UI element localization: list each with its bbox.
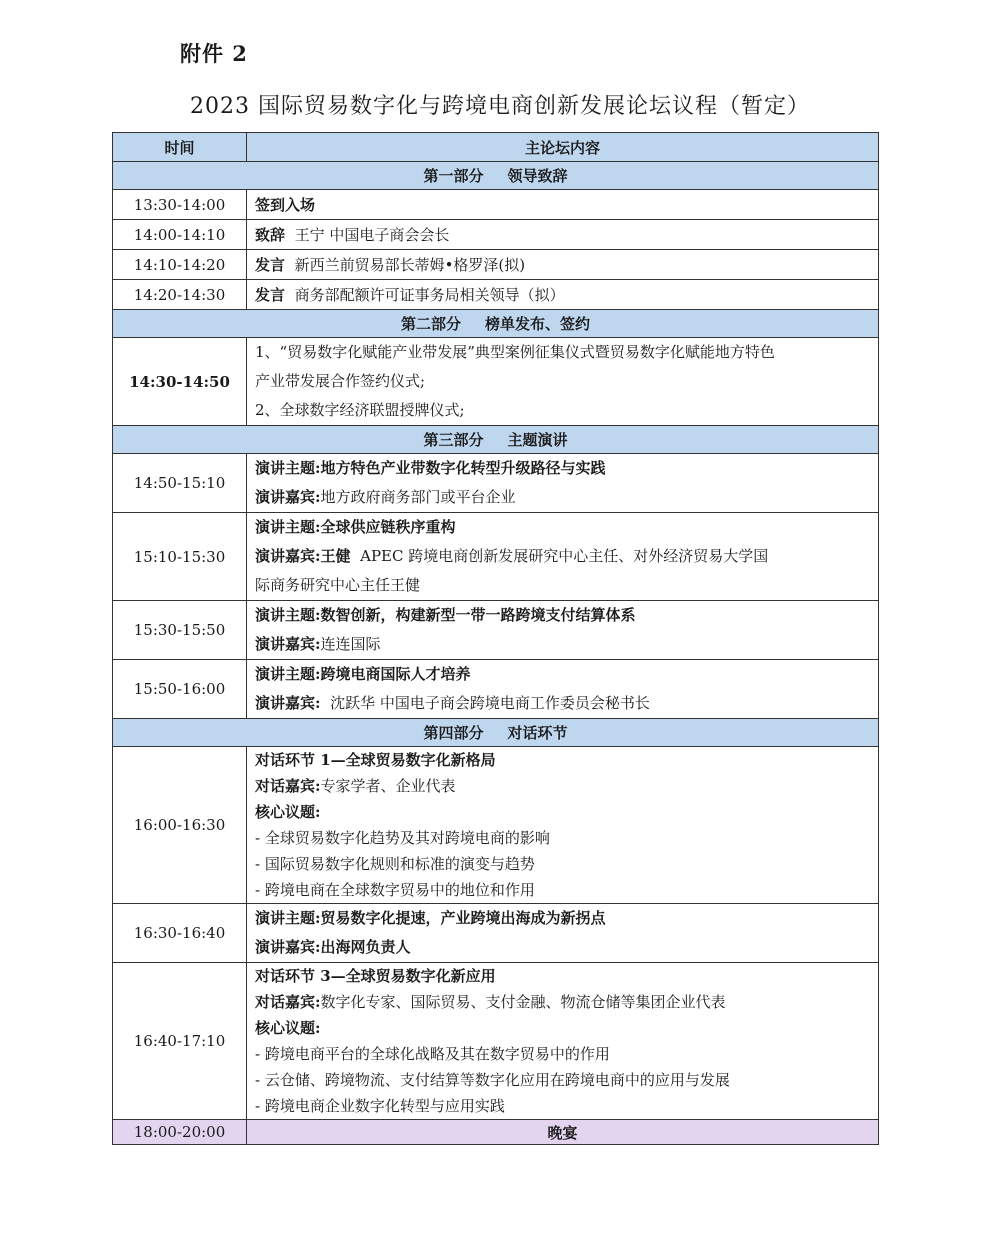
- table-row: [113, 963, 879, 1120]
- time-cell: 15:50-16:00: [113, 660, 247, 719]
- content-cell: 演讲主题:跨境电商国际人才培养 演讲嘉宾: 沈跃华 中国电子商会跨境电商工作委员会秘书长: [247, 660, 879, 719]
- section-row-part2: [113, 310, 879, 338]
- section-heading-part1: 第一部分 领导致辞: [113, 162, 879, 190]
- table-row: [113, 454, 879, 513]
- table-row: [113, 280, 879, 310]
- table-row: [113, 220, 879, 250]
- table-row: [113, 513, 879, 601]
- attachment-label: 附件 2: [180, 41, 248, 66]
- content-cell: 演讲主题:数智创新，构建新型一带一路跨境支付结算体系 演讲嘉宾:连连国际: [247, 601, 879, 660]
- content-cell: 对话环节 1—全球贸易数字化新格局 对话嘉宾:专家学者、企业代表 核心议题: - 全球贸易数字化趋势及其对跨境电商的影响 - 国际贸易数字化规则和标准的演变与趋势 - 跨境电商在全球数字贸易中的地位和作用: [247, 747, 879, 904]
- table-row: [113, 250, 879, 280]
- time-cell: 14:00-14:10: [113, 220, 247, 250]
- section-heading-part2: 第二部分 榜单发布、签约: [113, 310, 879, 338]
- content-cell: 1、“贸易数字化赋能产业带发展”典型案例征集仪式暨贸易数字化赋能地方特色 产业带发展合作签约仪式; 2、全球数字经济联盟授牌仪式;: [247, 338, 879, 426]
- content-cell: 演讲主题:贸易数字化提速，产业跨境出海成为新拐点 演讲嘉宾:出海网负责人: [247, 904, 879, 963]
- table-row: [113, 338, 879, 426]
- dinner-cell: 晚宴: [247, 1120, 879, 1145]
- table-row-dinner: [113, 1120, 879, 1145]
- time-cell: 16:00-16:30: [113, 747, 247, 904]
- table-row: [113, 660, 879, 719]
- section-heading-part3: 第三部分 主题演讲: [113, 426, 879, 454]
- time-cell: 13:30-14:00: [113, 190, 247, 220]
- time-cell: 16:30-16:40: [113, 904, 247, 963]
- section-row-part1: [113, 162, 879, 190]
- time-cell: 18:00-20:00: [113, 1120, 247, 1145]
- table-row: [113, 747, 879, 904]
- document-title: 2023 国际贸易数字化与跨境电商创新发展论坛议程（暂定）: [190, 94, 810, 119]
- time-cell: 16:40-17:10: [113, 963, 247, 1120]
- content-cell: 演讲主题:全球供应链秩序重构 演讲嘉宾:王健 APEC 跨境电商创新发展研究中心主任、对外经济贸易大学国 际商务研究中心主任王健: [247, 513, 879, 601]
- time-cell: 15:30-15:50: [113, 601, 247, 660]
- header-content: 主论坛内容: [247, 133, 879, 162]
- content-cell: 签到入场: [247, 190, 879, 220]
- content-cell: 演讲主题:地方特色产业带数字化转型升级路径与实践 演讲嘉宾:地方政府商务部门或平台企业: [247, 454, 879, 513]
- table-row: [113, 190, 879, 220]
- time-cell: 14:50-15:10: [113, 454, 247, 513]
- agenda-table: [112, 132, 879, 1145]
- header-time: 时间: [113, 133, 247, 162]
- content-cell: 发言 商务部配额许可证事务局相关领导（拟）: [247, 280, 879, 310]
- time-cell: 14:10-14:20: [113, 250, 247, 280]
- section-row-part4: [113, 719, 879, 747]
- time-cell: 14:20-14:30: [113, 280, 247, 310]
- table-header-row: [113, 133, 879, 162]
- time-cell: 15:10-15:30: [113, 513, 247, 601]
- content-cell: 致辞 王宁 中国电子商会会长: [247, 220, 879, 250]
- section-heading-part4: 第四部分 对话环节: [113, 719, 879, 747]
- time-cell: 14:30-14:50: [113, 338, 247, 426]
- content-cell: 发言 新西兰前贸易部长蒂姆•格罗泽(拟): [247, 250, 879, 280]
- section-row-part3: [113, 426, 879, 454]
- content-cell: 对话环节 3—全球贸易数字化新应用 对话嘉宾:数字化专家、国际贸易、支付金融、物流仓储等集团企业代表 核心议题: - 跨境电商平台的全球化战略及其在数字贸易中的作用 - 云仓储、跨境物流、支付结算等数字化应用在跨境电商中的应用与发展 - 跨境电商企业数字化转型与应用实践: [247, 963, 879, 1120]
- table-row: [113, 904, 879, 963]
- table-row: [113, 601, 879, 660]
